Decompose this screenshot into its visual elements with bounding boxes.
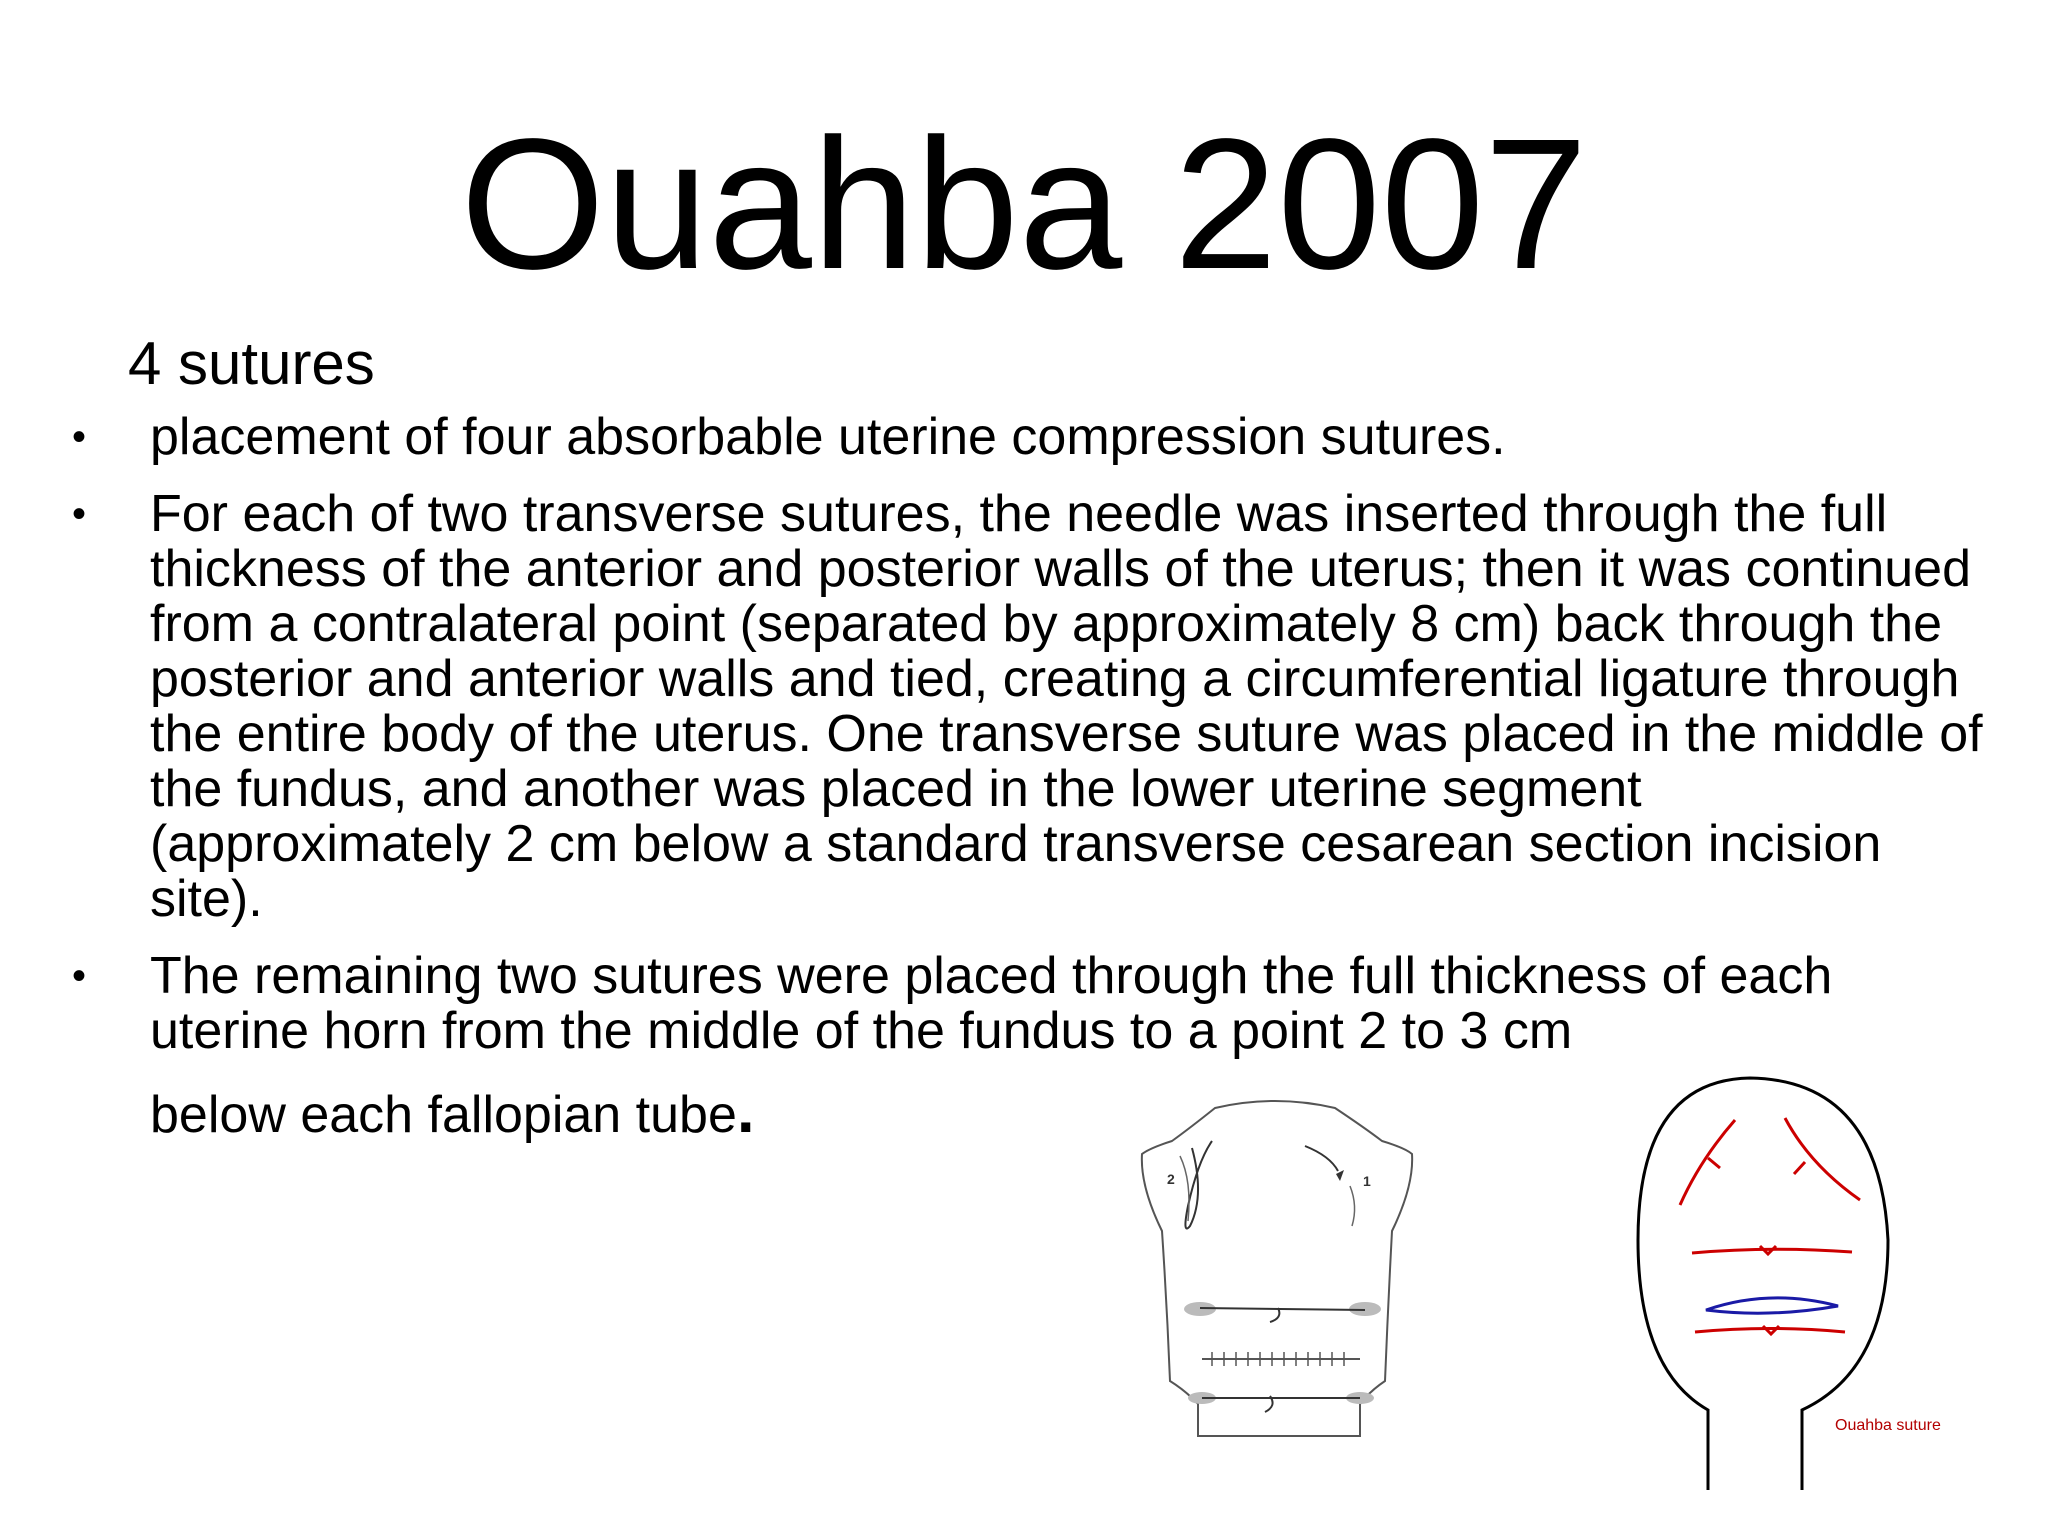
red-suture-left-horn [1680,1120,1735,1205]
suture-label-1: 1 [1363,1173,1371,1189]
bullet-last-line-text: below each fallopian tube [150,1086,737,1144]
ouahba-suture-diagram [1620,1070,1990,1490]
bullet-marker: • [72,954,87,998]
bullet-list [72,408,1992,1146]
blue-incision [1706,1298,1838,1313]
subheading: 4 sutures [128,330,375,397]
bullet-marker: • [72,415,87,459]
bullet-text: For each of two transverse sutures, the needle was inserted through the full thickness of the anterior and posterior walls of the uterus; then it was continued from a contralateral point (separated by approximately 8 cm) back through the posterior and anterior walls and tied, creating a circumferential ligature through the entire body of the uterus. One transverse suture was placed in the middle of the fundus, and another was placed in the lower uterine segment (approximately 2 cm below a standard transverse cesarean section incision site). [150,485,1983,928]
suture-horn-right [1305,1146,1338,1171]
uterus-suture-sketch [1120,1086,1430,1446]
bullet-item [72,410,1992,465]
bullet-text: placement of four absorbable uterine compression sutures. [150,408,1506,466]
slide-title: Ouahba 2007 [460,101,1588,308]
bullet-text: The remaining two sutures were placed through the full thickness of each uterine horn from the middle of the fundus to a point 2 to 3 cm [150,947,1833,1060]
ouahba-suture-caption: Ouahba suture [1835,1417,1941,1434]
bullet-marker: • [72,492,87,536]
red-suture-right-horn [1785,1118,1860,1200]
suture-label-2: 2 [1167,1171,1175,1187]
uterus-outline [1142,1101,1412,1436]
bullet-item [72,487,1992,927]
suture-horn-right-b [1350,1186,1355,1226]
suture-horn-left [1185,1141,1212,1229]
suture-transverse-upper [1200,1308,1365,1310]
bullet-end-period: . [736,1074,755,1146]
